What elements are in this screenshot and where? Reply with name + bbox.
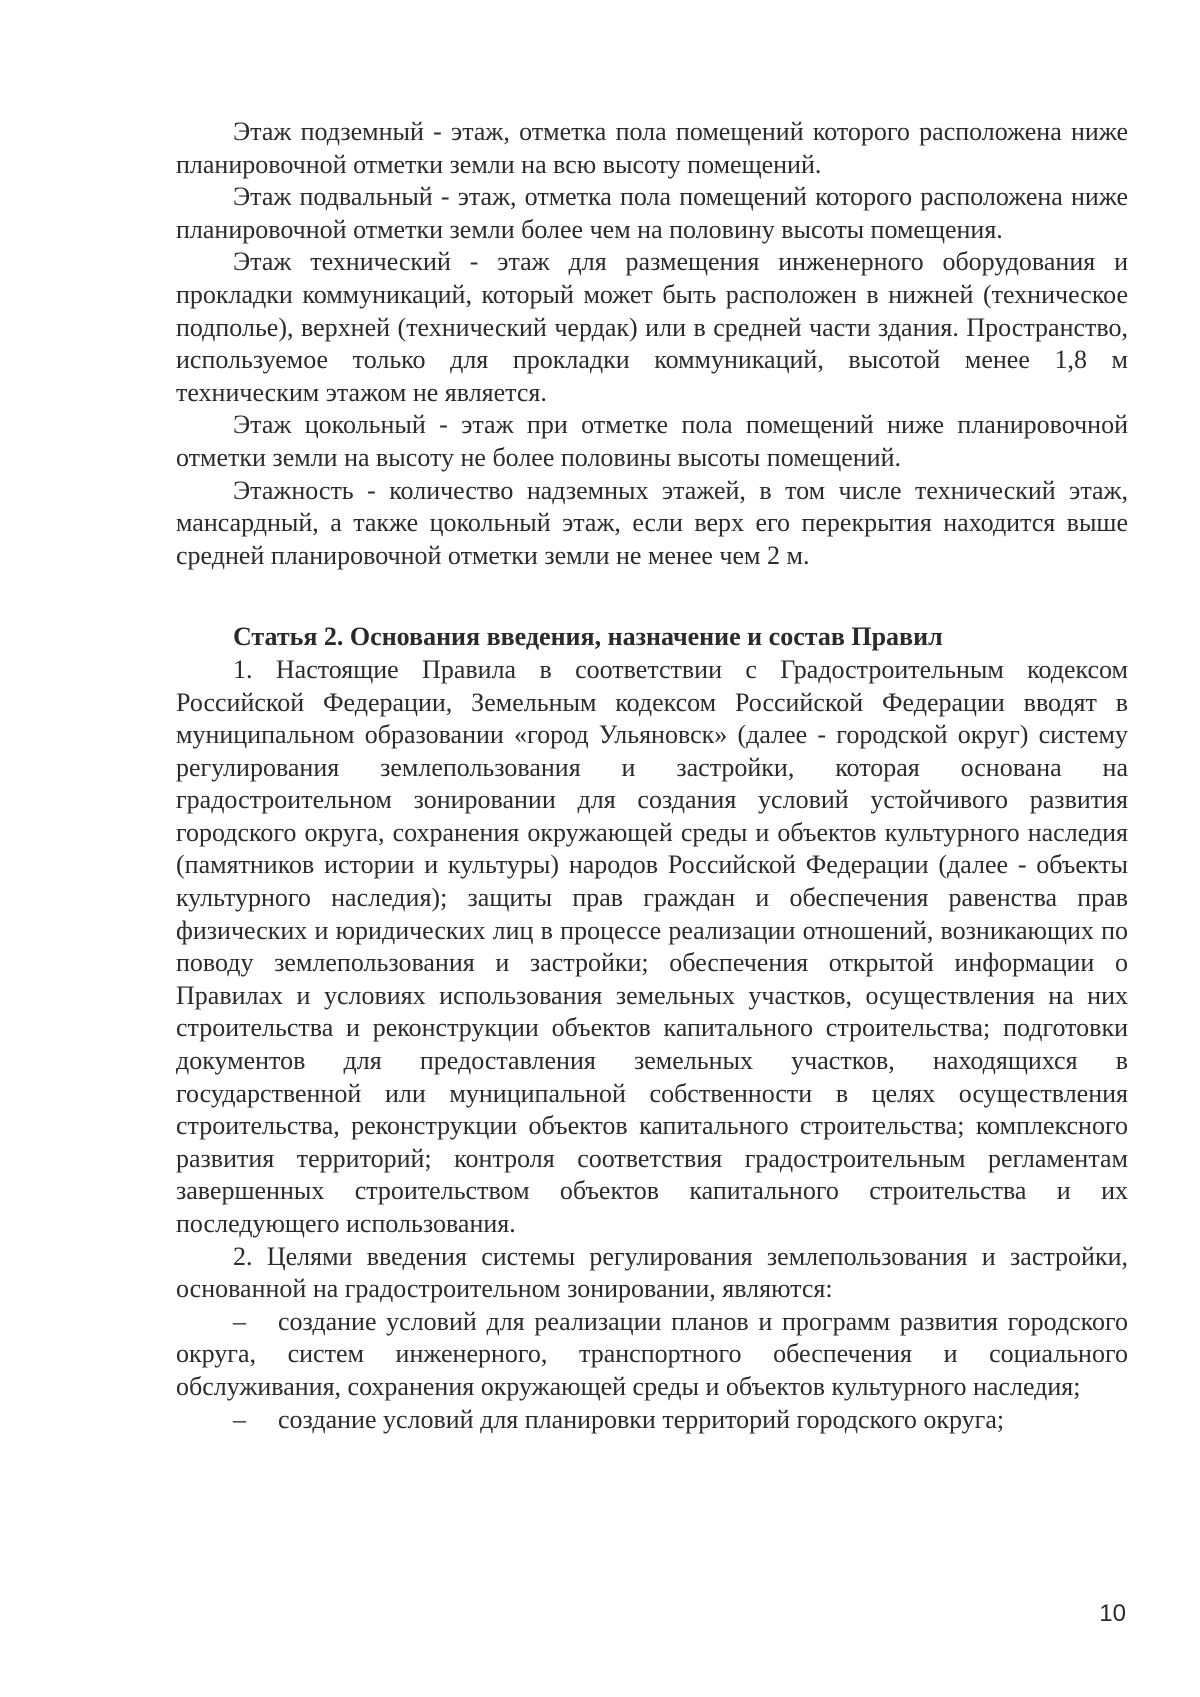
definition-basement-floor: Этаж подвальный - этаж, отметка пола помещений которого расположена ниже планировочной отметки земли более чем на половину высоты помещения. [176, 182, 1128, 244]
article-paragraph-2: 2. Целями введения системы регулирования землепользования и застройки, основанной на градостроительном зонировании, являются: [176, 1241, 1128, 1304]
document-body [176, 116, 1128, 1436]
list-item [176, 1306, 1128, 1404]
bullet-dash: – [233, 1404, 246, 1434]
page-number: 10 [1099, 1600, 1126, 1627]
list-item [176, 1404, 1128, 1437]
article-heading: Статья 2. Основания введения, назначение и состав Правил [233, 622, 943, 652]
article-paragraph-1: 1. Настоящие Правила в соответствии с Градостроительным кодексом Российской Федерации, Земельным кодексом Российской Федерации вводят в муниципальном образовании «город Ульяновск» (далее - городской округ) систему регулирования землепользования и застройки, которая основана на градостроительном зонировании для создания условий устойчивого развития городского округа, сохранения окружающей среды и объектов культурного наследия (памятников истории и культуры) народов Российской Федерации (далее - объекты культурного наследия); защиты прав граждан и обеспечения равенства прав физических и юридических лиц в процессе реализации отношений, возникающих по поводу землепользования и застройки; обеспечения открытой информации о Правилах и условиях использования земельных участков, осуществления на них строительства и реконструкции объектов капитального строительства; подготовки документов для предоставления земельных участков, находящихся в государственной или муниципальной собственности в целях осуществления строительства, реконструкции объектов капитального строительства; комплексного развития территорий; контроля соответствия градостроительным регламентам завершенных строительством объектов капитального строительства и их последующего использования. [176, 654, 1128, 1238]
definition-plinth-floor: Этаж цокольный - этаж при отметке пола помещений ниже планировочной отметки земли на высоту не более половины высоты помещений. [176, 410, 1128, 472]
definition-underground-floor: Этаж подземный - этаж, отметка пола помещений которого расположена ниже планировочной отметки земли на всю высоту помещений. [176, 117, 1128, 179]
list-item-text: создание условий для планировки территорий городского округа; [278, 1404, 1005, 1434]
definition-technical-floor: Этаж технический - этаж для размещения инженерного оборудования и прокладки коммуникаций, который может быть расположен в нижней (техническое подполье), верхней (технический чердак) или в средней части здания. Пространство, используемое только для прокладки коммуникаций, высотой менее 1,8 м техническим этажом не является. [176, 247, 1128, 407]
list-item-text: создание условий для реализации планов и программ развития городского округа, систем инженерного, транспортного обеспечения и социального обслуживания, сохранения окружающей среды и объектов культурного наследия; [176, 1306, 1128, 1401]
definition-number-of-floors: Этажность - количество надземных этажей, в том числе технический этаж, мансардный, а также цокольный этаж, если верх его перекрытия находится выше средней планировочной отметки земли не менее чем 2 м. [176, 475, 1128, 570]
bullet-dash: – [233, 1306, 246, 1336]
